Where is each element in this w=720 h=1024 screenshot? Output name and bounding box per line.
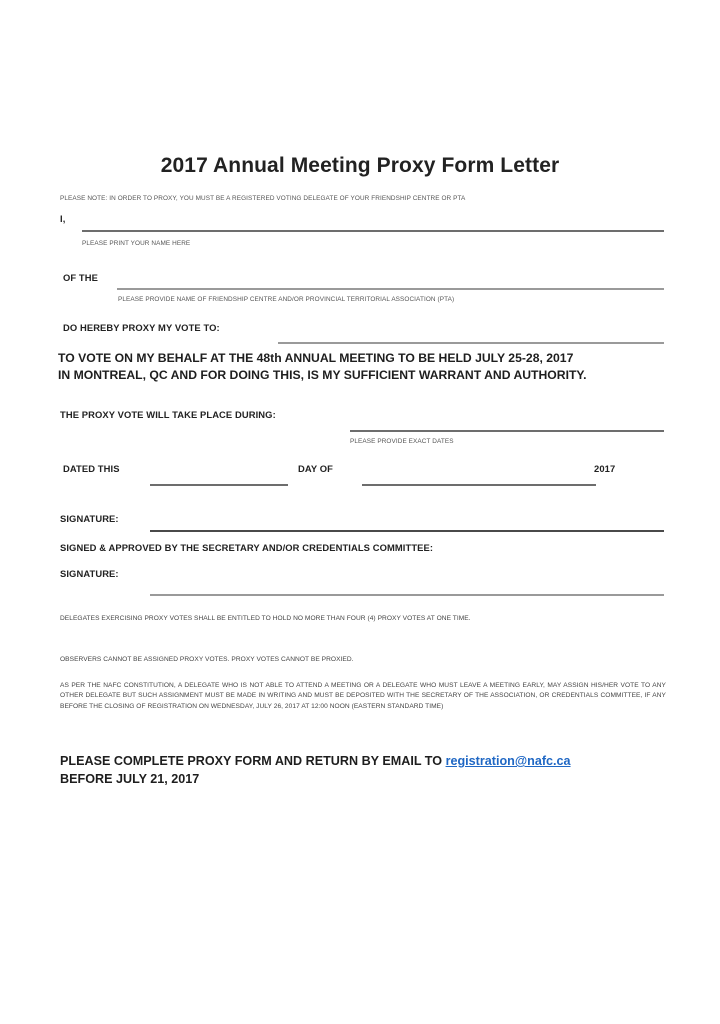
registration-note: PLEASE NOTE: IN ORDER TO PROXY, YOU MUST BE A REGISTERED VOTING DELEGATE OF YOUR FRIENDSHIP CENTRE OR PTA	[60, 195, 466, 202]
name-label: I,	[60, 213, 66, 224]
rule-observers: OBSERVERS CANNOT BE ASSIGNED PROXY VOTES. PROXY VOTES CANNOT BE PROXIED.	[60, 656, 354, 663]
day-input[interactable]	[150, 467, 292, 485]
deadline-text: BEFORE JULY 21, 2017	[60, 772, 200, 786]
dates-underline	[350, 430, 664, 432]
name-underline	[82, 230, 664, 232]
name-hint: PLEASE PRINT YOUR NAME HERE	[82, 240, 191, 247]
dated-label: DATED THIS	[63, 463, 120, 474]
signature-label: SIGNATURE:	[60, 513, 119, 524]
proxy-label: DO HEREBY PROXY MY VOTE TO:	[63, 322, 220, 333]
day-of-label: DAY OF	[298, 463, 333, 474]
proxy-underline	[278, 342, 664, 344]
org-label: OF THE	[63, 272, 98, 283]
year-label: 2017	[594, 463, 616, 474]
approval-heading: SIGNED & APPROVED BY THE SECRETARY AND/OR CREDENTIALS COMMITTEE:	[60, 542, 434, 553]
return-instructions	[60, 752, 571, 770]
org-underline	[117, 288, 664, 290]
approval-signature-underline	[150, 594, 664, 596]
day-underline	[150, 484, 288, 486]
page-title: 2017 Annual Meeting Proxy Form Letter	[160, 154, 560, 177]
dates-label: THE PROXY VOTE WILL TAKE PLACE DURING:	[60, 409, 276, 420]
email-link[interactable]: registration@nafc.ca	[445, 754, 571, 768]
rule-proxy-limit: DELEGATES EXERCISING PROXY VOTES SHALL BE ENTITLED TO HOLD NO MORE THAN FOUR (4) PROXY VOTES AT ONE TIME.	[60, 615, 471, 622]
statement-line-1: TO VOTE ON MY BEHALF AT THE 48th ANNUAL MEETING TO BE HELD JULY 25-28, 2017	[58, 351, 574, 365]
approval-signature-label: SIGNATURE:	[60, 568, 119, 579]
signature-underline	[150, 530, 664, 532]
month-input[interactable]	[362, 467, 600, 485]
rule-constitution: AS PER THE NAFC CONSTITUTION, A DELEGATE WHO IS NOT ABLE TO ATTEND A MEETING OR A DELEGATE WHO MUST LEAVE A MEETING EARLY, MAY ASSIGN HIS/HER VOTE TO ANY OTHER DELEGATE BUT SUCH ASSIGNMENT MUST BE MADE IN WRITING AND MUST BE DEPOSITED WITH THE SECRETARY OF THE ASSOCIATION, OR CREDENTIALS COMMITTEE, IF ANY BEFORE THE CLOSING OF REGISTRATION ON WEDNESDAY, JULY 26, 2017 AT 12:00 NOON (EASTERN STANDARD TIME)	[60, 682, 666, 710]
return-text: PLEASE COMPLETE PROXY FORM AND RETURN BY EMAIL TO	[60, 754, 443, 768]
month-underline	[362, 484, 596, 486]
statement-line-2: IN MONTREAL, QC AND FOR DOING THIS, IS MY SUFFICIENT WARRANT AND AUTHORITY.	[58, 368, 587, 382]
org-hint: PLEASE PROVIDE NAME OF FRIENDSHIP CENTRE AND/OR PROVINCIAL TERRITORIAL ASSOCIATION (PTA)	[118, 296, 455, 303]
dates-hint: PLEASE PROVIDE EXACT DATES	[350, 438, 454, 445]
